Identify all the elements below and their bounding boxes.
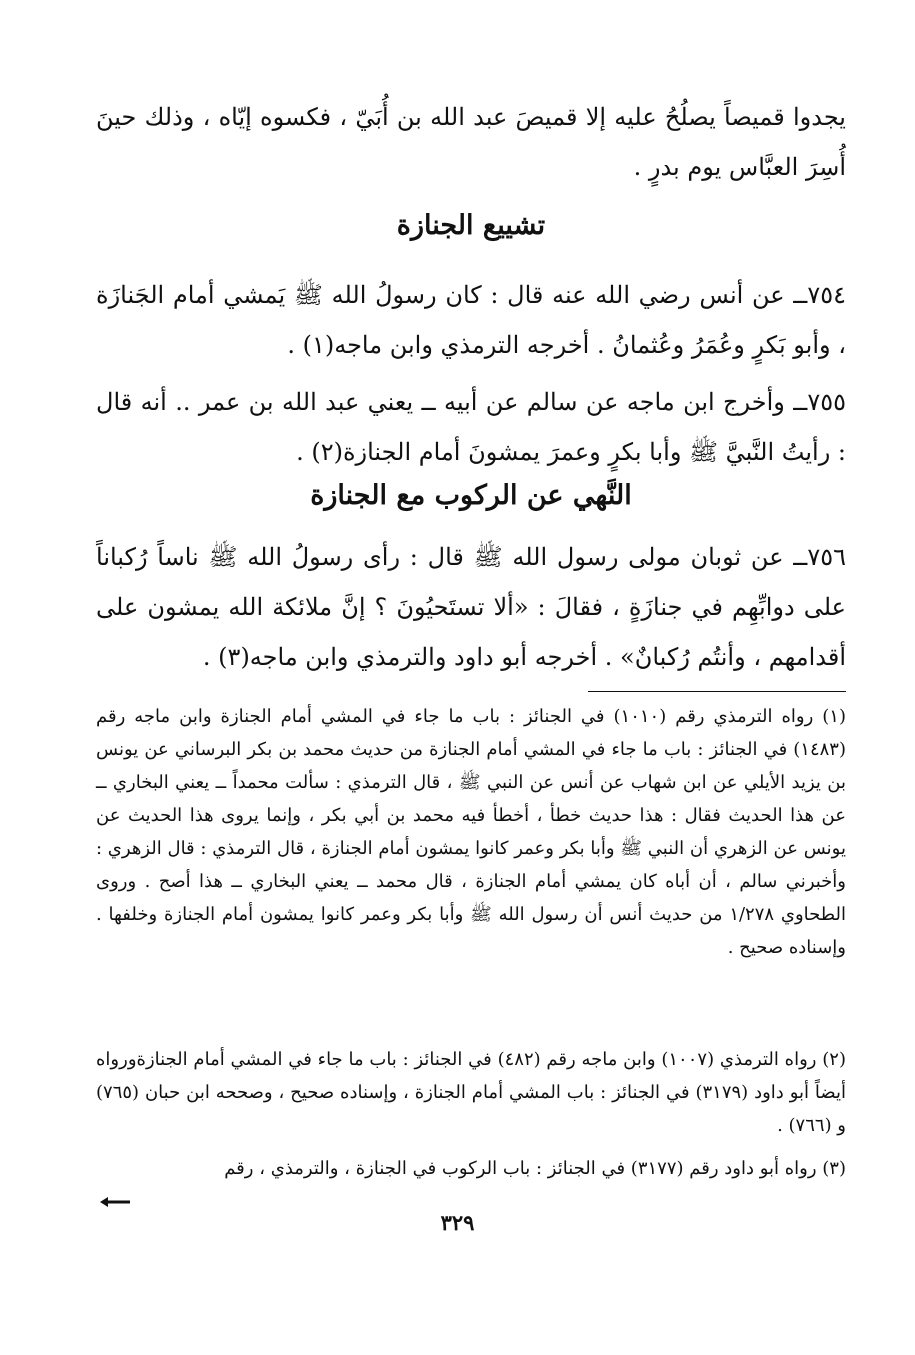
page-number: ٣٢٩ [440,1210,475,1235]
intro-paragraph: يجدوا قميصاً يصلُحُ عليه إلا قميصَ عبد الله بن أُبَيّ ، فكسوه إيّاه ، وذلك حينَ أُسِرَ العبَّاس يوم بدرٍ . [96,103,846,181]
hadith-756: ٧٥٦ــ عن ثوبان مولى رسول الله ﷺ قال : رأى رسولُ الله ﷺ ناساً رُكباناً على دوابِّهِم في جنازَةٍ ، فقالَ : «ألا تستَحيُونَ ؟ إنَّ ملائكة الله يمشون على أقدامهم ، وأنتُم رُكبانٌ» . أخرجه أبو داود والترمذي وابن ماجه(٣) . [96,543,846,671]
hadith-755: ٧٥٥ــ وأخرج ابن ماجه عن سالم عن أبيه ــ يعني عبد الله بن عمر .. أنه قال : رأيتُ النَّبيَّ ﷺ وأبا بكرٍ وعمرَ يمشونَ أمام الجنازة(٢) . [96,388,846,466]
arrow-left-icon [100,1192,130,1212]
hadith-754: ٧٥٤ــ عن أنس رضي الله عنه قال : كان رسولُ الله ﷺ يَمشي أمام الجَنازَة ، وأبو بَكرٍ وعُمَرُ وعُثمانُ . أخرجه الترمذي وابن ماجه(١) . [96,281,846,359]
footnote-separator [588,691,846,692]
section-heading-no-riding: النَّهي عن الركوب مع الجنازة [310,480,632,511]
footnote-3: (٣) رواه أبو داود رقم (٣١٧٧) في الجنائز : باب الركوب في الجنازة ، والترمذي ، رقم [224,1158,846,1179]
footnote-1: (١) رواه الترمذي رقم (١٠١٠) في الجنائز : باب ما جاء في المشي أمام الجنازة وابن ماجه رقم (١٤٨٣) في الجنائز : باب ما جاء في المشي أمام الجنازة من حديث محمد بن بكر البرساني عن يونس بن يزيد الأيلي عن ابن شهاب عن أنس عن النبي ﷺ ، قال الترمذي : سألت محمداً ــ يعني البخاري ــ عن هذا الحديث فقال : هذا حديث خطأ ، أخطأ فيه محمد بن أبي بكر ، وإنما يروى هذا الحديث عن يونس عن الزهري أن النبي ﷺ وأبا بكر وعمر كانوا يمشون أمام الجنازة ، قال الترمذي : قال الزهري : وأخبرني سالم ، أن أباه كان يمشي أمام الجنازة ، قال محمد ــ يعني البخاري ــ هذا أصح . وروى الطحاوي ١/٢٧٨ من حديث أنس أن رسول الله ﷺ وأبا بكر وعمر كانوا يمشون أمام الجنازة وخلفها . وإسناده صحيح . [96,706,847,958]
section-heading-funeral-escort: تشييع الجنازة [396,210,546,241]
footnote-2: (٢) رواه الترمذي (١٠٠٧) وابن ماجه رقم (٤٨٢) في الجنائز : باب ما جاء في المشي أمام الجنازةورواه أيضاً أبو داود (٣١٧٩) في الجنائز : باب المشي أمام الجنازة ، وإسناده صحيح ، وصححه ابن حبان (٧٦٥) و (٧٦٦) . [96,1049,846,1136]
